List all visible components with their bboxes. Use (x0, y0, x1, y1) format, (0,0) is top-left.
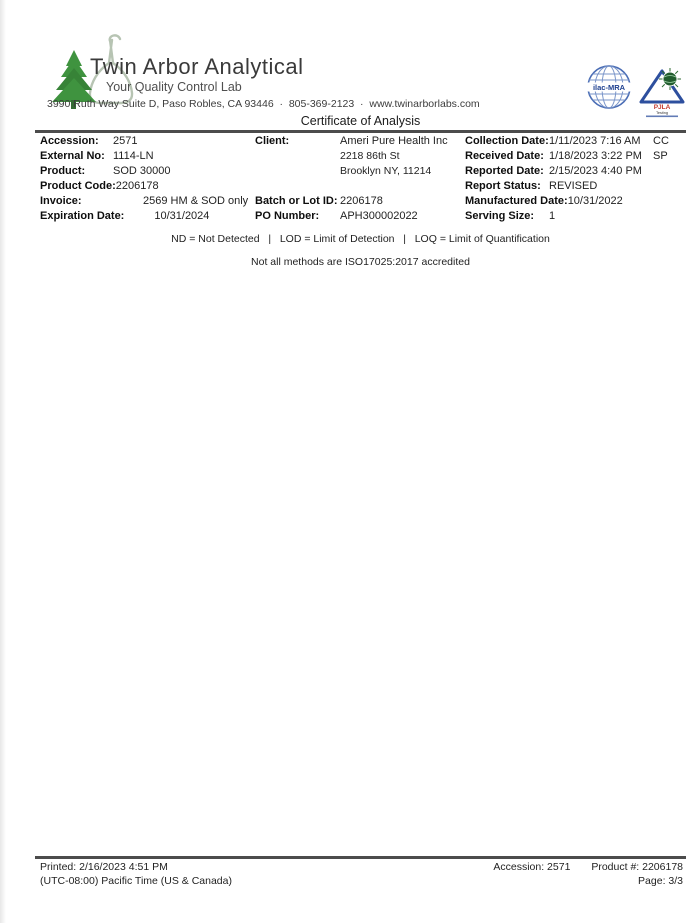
field-label-spacer (255, 149, 340, 164)
page-number: Page: 3/3 (638, 875, 683, 887)
initials-tag (653, 164, 687, 179)
brand-name: Twin Arbor Analytical (90, 54, 304, 79)
pjla-accreditation-icon (636, 64, 688, 118)
brand-tagline: Your Quality Control Lab (106, 80, 242, 94)
field-product-code (40, 179, 254, 194)
footer-right (493, 860, 683, 888)
spacer-row (255, 179, 461, 194)
field-label: Batch or Lot ID: (255, 195, 338, 207)
field-invoice (40, 194, 254, 209)
field-accession (40, 134, 254, 149)
info-column-left (40, 134, 254, 224)
field-value: REVISED (549, 180, 598, 192)
field-product (40, 164, 254, 179)
client-address-line-2 (255, 164, 461, 179)
footer-product-number: Product #: 2206178 (591, 861, 683, 873)
field-received-date (465, 149, 687, 164)
field-label: Invoice: (40, 195, 82, 207)
field-value: 2571 (113, 135, 138, 147)
timezone-label: (UTC-08:00) Pacific Time (US & Canada) (40, 875, 232, 887)
lab-address: 3990 Ruth Way Suite D, Paso Robles, CA 93446 · 805-369-2123 · www.twinarborlabs.com (47, 98, 480, 110)
field-manufactured-date (465, 194, 687, 209)
printed-timestamp: Printed: 2/16/2023 4:51 PM (40, 861, 168, 873)
pjla-sub-label: Testing (655, 111, 669, 115)
field-label: Client: (255, 135, 290, 147)
initials-tag: CC (653, 135, 669, 147)
field-label: Collection Date: (465, 135, 549, 147)
initials-tag: SP (653, 150, 668, 162)
field-po-number (255, 209, 461, 224)
footer-rule (35, 856, 686, 859)
field-label: Received Date: (465, 150, 544, 162)
info-column-middle (255, 134, 461, 224)
pjla-label: PJLA (653, 104, 671, 111)
field-value: 2/15/2023 4:40 PM (549, 165, 642, 177)
field-client (255, 134, 461, 149)
document-title: Certificate of Analysis (300, 114, 421, 128)
footer-accession: Accession: 2571 (493, 861, 571, 873)
field-value: 2206178 (115, 180, 159, 192)
field-value: 10/31/2022 (567, 195, 623, 207)
field-value: 1/18/2023 3:22 PM (549, 150, 642, 162)
field-external-no (40, 149, 254, 164)
field-serving-size (465, 209, 687, 224)
field-label: PO Number: (255, 210, 320, 222)
field-label: Accession: (40, 135, 99, 147)
initials-tag (653, 179, 687, 194)
field-label: Reported Date: (465, 165, 544, 177)
field-expiration-date (40, 209, 254, 224)
field-value: 1 (549, 210, 556, 222)
field-label: Product: (40, 165, 86, 177)
footer-left (40, 860, 232, 888)
field-label: Manufactured Date: (465, 195, 568, 207)
field-label: Serving Size: (465, 210, 535, 222)
client-city: Brooklyn NY, 11214 (340, 165, 432, 177)
field-label: Report Status: (465, 180, 541, 192)
field-value: APH300002022 (340, 210, 418, 222)
field-collection-date (465, 134, 687, 149)
info-column-right (465, 134, 687, 224)
ilac-mra-accreditation-icon (586, 64, 632, 110)
initials-tag (653, 194, 687, 209)
abbreviation-key-note: ND = Not Detected | LOD = Limit of Detection | LOQ = Limit of Quantification (171, 233, 550, 245)
field-label: Expiration Date: (40, 210, 125, 222)
field-label: External No: (40, 150, 105, 162)
initials-tag (653, 209, 687, 224)
field-value: 2206178 (340, 195, 383, 207)
iso-accreditation-note: Not all methods are ISO17025:2017 accredited (251, 256, 470, 268)
certificate-info-table (0, 134, 698, 228)
client-address-line-1 (255, 149, 461, 164)
field-batch-lot-id (255, 194, 461, 209)
field-value: 10/31/2024 (154, 210, 210, 222)
field-reported-date (465, 164, 687, 179)
field-label: Product Code: (40, 180, 116, 192)
field-label-spacer (255, 164, 340, 179)
field-report-status (465, 179, 687, 194)
ilac-mra-label: ilac-MRA (592, 82, 626, 92)
footer-ids (493, 860, 683, 874)
field-value: 1/11/2023 7:16 AM (549, 135, 641, 147)
client-street: 2218 86th St (340, 150, 400, 162)
header-rule (35, 130, 686, 133)
field-value: 2569 HM & SOD only (143, 195, 249, 207)
field-value: 1114-LN (113, 150, 154, 162)
client-name: Ameri Pure Health Inc (340, 135, 448, 147)
field-value: SOD 30000 (113, 165, 171, 177)
